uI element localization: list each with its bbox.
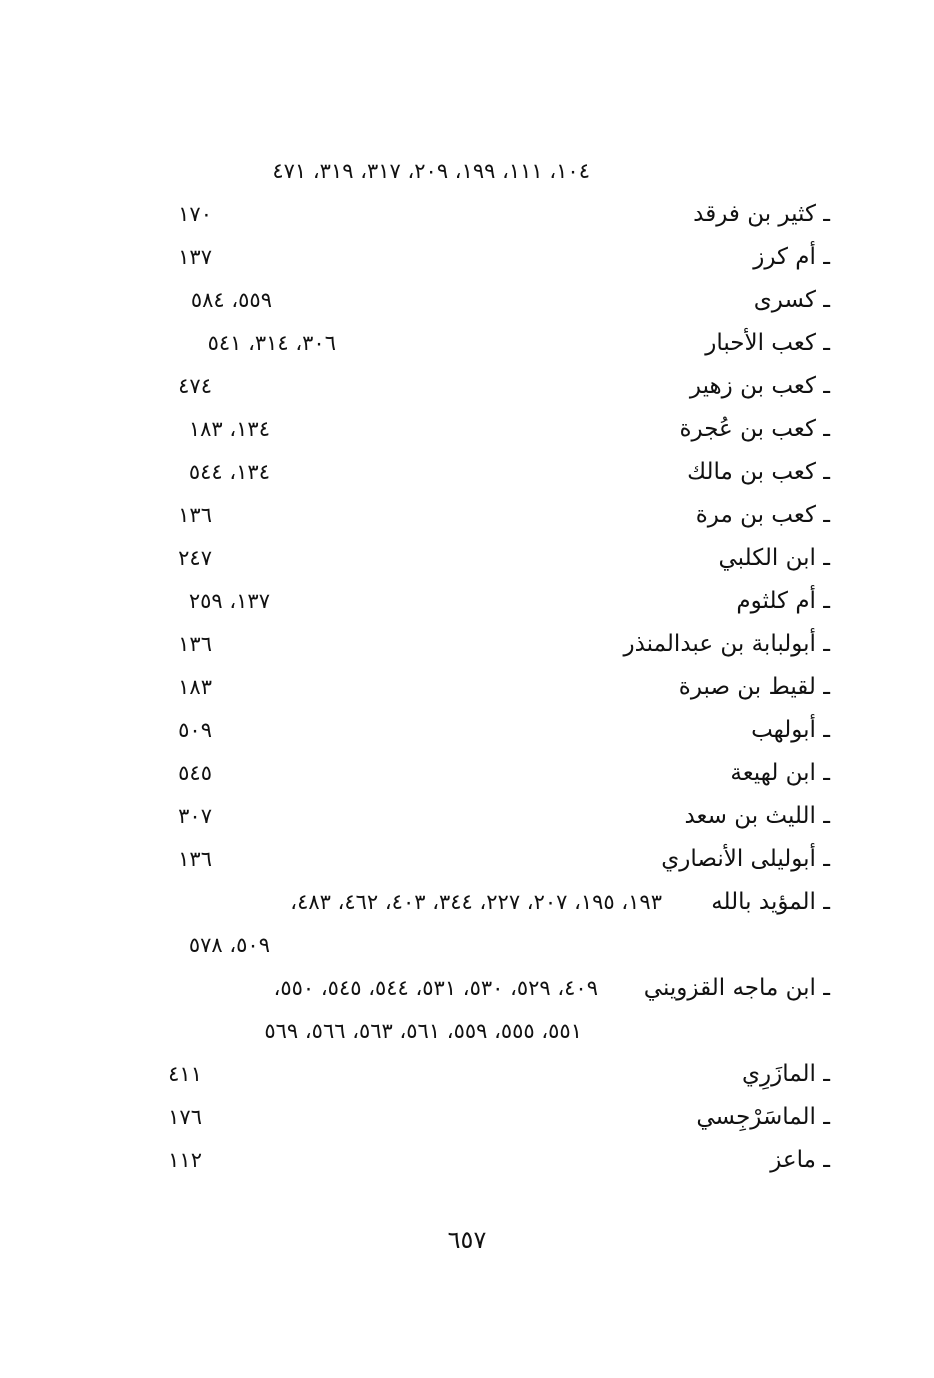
page-references: ١٣٤، ١٨٣	[188, 417, 270, 441]
page-references: ٣٠٦، ٣١٤، ٥٤١	[207, 331, 336, 355]
person-name: ـ كعب بن زهير	[689, 373, 830, 399]
index-entry	[150, 537, 840, 580]
page-references: ٥٤٥	[178, 761, 212, 785]
index-entry	[150, 236, 840, 279]
index-entry	[150, 322, 840, 365]
person-name: ـ أبوليلى الأنصاري	[661, 846, 830, 872]
index-entry	[150, 365, 840, 408]
index-entry	[150, 881, 840, 924]
page-references: ١٩٣، ١٩٥، ٢٠٧، ٢٢٧، ٣٤٤، ٤٠٣، ٤٦٢، ٤٨٣،	[290, 890, 662, 914]
page-references: ١٣٦	[178, 632, 212, 656]
page-references: ١٣٧، ٢٥٩	[188, 589, 270, 613]
index-entry	[150, 451, 840, 494]
person-name: ـ ماعز	[770, 1147, 830, 1173]
page-references: ١١٢	[168, 1148, 202, 1172]
index-entry	[150, 623, 840, 666]
index-entry	[150, 494, 840, 537]
page-references: ٥٠٩	[178, 718, 212, 742]
person-name: ـ أبولهب	[751, 717, 830, 743]
page-references: ٥٥٩، ٥٨٤	[190, 288, 272, 312]
person-name: ـ كسرى	[753, 287, 830, 313]
person-name: ـ كثير بن فرقد	[693, 201, 830, 227]
person-name: ـ الماسَرْجِسي	[696, 1104, 830, 1130]
page-number: ٦٥٧	[447, 1226, 487, 1254]
person-name: ـ أم كرز	[753, 244, 830, 270]
index-entry	[150, 752, 840, 795]
index-entry	[150, 1139, 840, 1182]
index-entry	[150, 1053, 840, 1096]
page-references: ١٧٠	[178, 202, 212, 226]
person-name: ـ كعب الأحبار	[705, 330, 830, 356]
page-references: ١٧٦	[168, 1105, 202, 1129]
index-entry	[150, 1096, 840, 1139]
index-entry	[150, 580, 840, 623]
person-name: ـ كعب بن مرة	[695, 502, 830, 528]
page-references: ٣٠٧	[178, 804, 212, 828]
person-name: ـ أبولبابة بن عبدالمنذر	[623, 631, 830, 657]
index-entry	[150, 838, 840, 881]
page-references: ١٨٣	[178, 675, 212, 699]
person-name: ـ ابن ماجه القزويني	[643, 975, 830, 1001]
person-name: ـ أم كلثوم	[736, 588, 830, 614]
page-references: ٤٧٤	[178, 374, 212, 398]
person-name: ـ لقيط بن صبرة	[678, 674, 830, 700]
index-entry	[150, 666, 840, 709]
index-entry	[150, 795, 840, 838]
index-entry-continuation	[150, 150, 840, 193]
index-entry	[150, 279, 840, 322]
person-name: ـ ابن لهيعة	[730, 760, 830, 786]
page-references: ١٣٧	[178, 245, 212, 269]
index-entry-continuation	[150, 924, 840, 967]
page-references: ٥٥١، ٥٥٥، ٥٥٩، ٥٦١، ٥٦٣، ٥٦٦، ٥٦٩	[264, 1019, 582, 1043]
index-entry	[150, 709, 840, 752]
index-entry	[150, 967, 840, 1010]
person-name: ـ المؤيد بالله	[711, 889, 830, 915]
page-references: ١٣٤، ٥٤٤	[188, 460, 270, 484]
index-entry	[150, 193, 840, 236]
index-entry	[150, 408, 840, 451]
person-name: ـ الليث بن سعد	[684, 803, 830, 829]
page-references: ١٣٦	[178, 503, 212, 527]
index-entry-continuation	[150, 1010, 840, 1053]
person-name: ـ ابن الكلبي	[718, 545, 830, 571]
page-references: ٤١١	[168, 1062, 202, 1086]
person-name: ـ المازَرِي	[742, 1061, 830, 1087]
name-index-list	[150, 150, 840, 1182]
page-references: ١٠٤، ١١١، ١٩٩، ٢٠٩، ٣١٧، ٣١٩، ٤٧١	[272, 159, 590, 183]
page-references: ١٣٦	[178, 847, 212, 871]
person-name: ـ كعب بن مالك	[687, 459, 830, 485]
page-references: ٥٠٩، ٥٧٨	[188, 933, 270, 957]
page-references: ٤٠٩، ٥٢٩، ٥٣٠، ٥٣١، ٥٤٤، ٥٤٥، ٥٥٠،	[273, 976, 598, 1000]
page-references: ٢٤٧	[178, 546, 212, 570]
person-name: ـ كعب بن عُجرة	[679, 416, 830, 442]
